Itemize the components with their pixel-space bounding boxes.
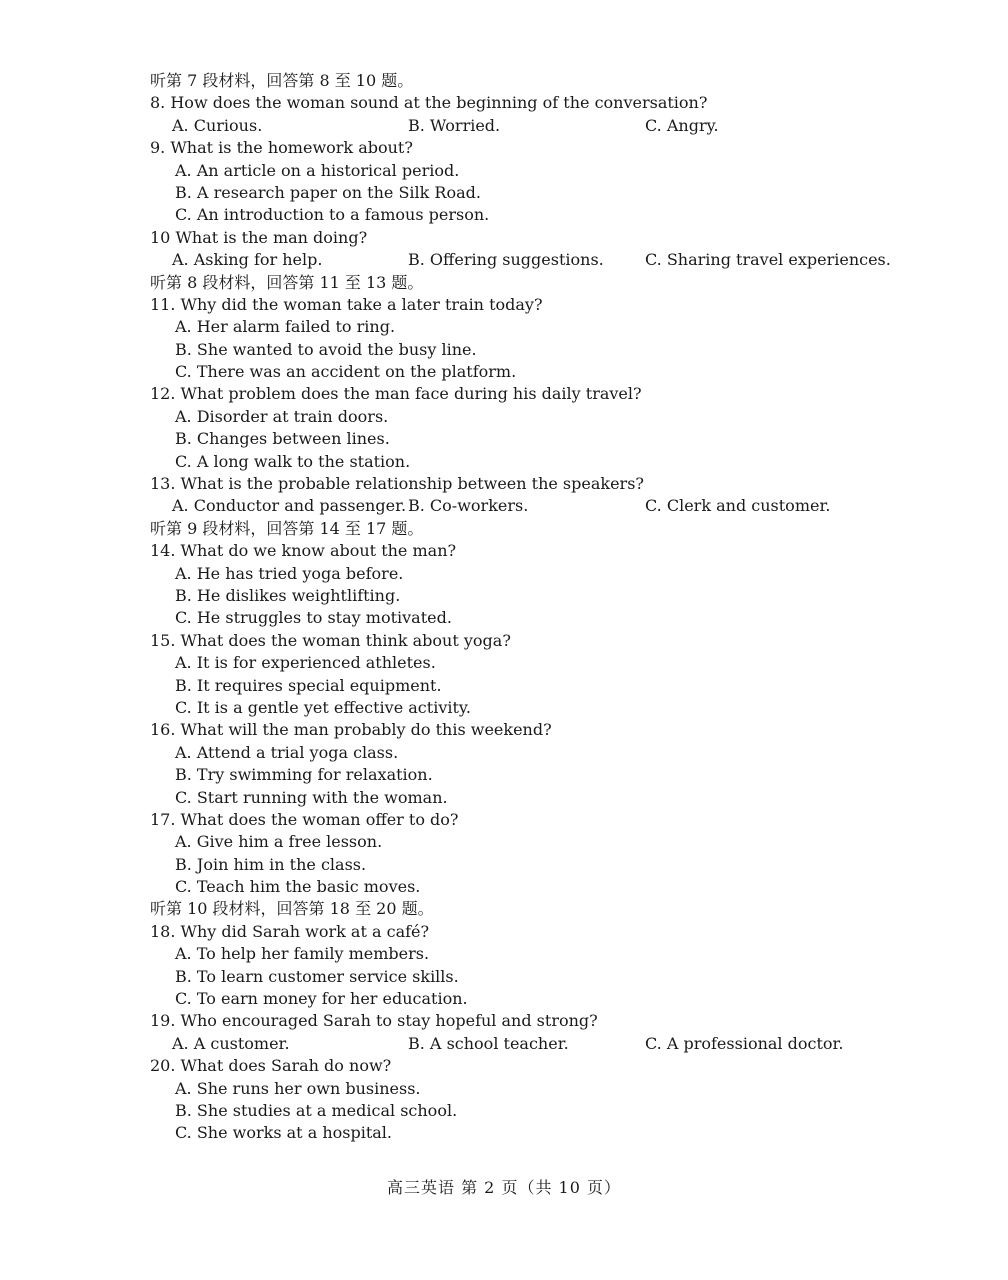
answer-option: C. It is a gentle yet effective activity. bbox=[175, 697, 471, 717]
question-stem: 10 What is the man doing? bbox=[150, 227, 368, 247]
section-header: 听第 8 段材料，回答第 11 至 13 题。 bbox=[150, 272, 424, 292]
answer-option: B. Co-workers. bbox=[408, 496, 529, 516]
answer-option: C. A professional doctor. bbox=[645, 1033, 844, 1053]
answer-option: C. He struggles to stay motivated. bbox=[175, 608, 452, 628]
question-stem: 20. What does Sarah do now? bbox=[150, 1056, 392, 1076]
answer-option: A. He has tried yoga before. bbox=[175, 563, 404, 583]
answer-option: B. Try swimming for relaxation. bbox=[175, 765, 433, 785]
answer-option: C. An introduction to a famous person. bbox=[175, 205, 490, 225]
question-stem: 16. What will the man probably do this weekend? bbox=[150, 720, 552, 740]
answer-option: B. A school teacher. bbox=[408, 1033, 569, 1053]
question-stem: 9. What is the homework about? bbox=[150, 138, 413, 158]
answer-option: B. Worried. bbox=[408, 115, 501, 135]
answer-option: A. Attend a trial yoga class. bbox=[175, 742, 399, 762]
answer-option: A. Curious. bbox=[172, 115, 263, 135]
question-stem: 18. Why did Sarah work at a café? bbox=[150, 921, 430, 941]
answer-option: A. It is for experienced athletes. bbox=[175, 653, 436, 673]
answer-option: C. Teach him the basic moves. bbox=[175, 877, 421, 897]
question-stem: 14. What do we know about the man? bbox=[150, 541, 457, 561]
section-header: 听第 7 段材料，回答第 8 至 10 题。 bbox=[150, 71, 414, 90]
section-header: 听第 10 段材料，回答第 18 至 20 题。 bbox=[150, 899, 434, 919]
answer-option: C. To earn money for her education. bbox=[175, 989, 468, 1009]
page-footer: 高三英语 第 2 页（共 10 页） bbox=[387, 1178, 621, 1197]
question-stem: 13. What is the probable relationship between the speakers? bbox=[150, 474, 644, 494]
answer-option: B. Offering suggestions. bbox=[408, 250, 604, 270]
option-row bbox=[150, 115, 910, 137]
answer-option: B. He dislikes weightlifting. bbox=[175, 585, 401, 605]
answer-option: B. It requires special equipment. bbox=[175, 675, 442, 695]
answer-option: C. Start running with the woman. bbox=[175, 787, 448, 807]
question-stem: 11. Why did the woman take a later train today? bbox=[150, 294, 543, 314]
answer-option: C. Sharing travel experiences. bbox=[645, 250, 891, 270]
question-stem: 8. How does the woman sound at the beginning of the conversation? bbox=[150, 93, 708, 113]
question-stem: 12. What problem does the man face during his daily travel? bbox=[150, 384, 642, 404]
answer-option: B. A research paper on the Silk Road. bbox=[175, 182, 481, 202]
answer-option: A. Conductor and passenger. bbox=[172, 496, 407, 516]
answer-option: B. To learn customer service skills. bbox=[175, 966, 459, 986]
answer-option: B. She wanted to avoid the busy line. bbox=[175, 339, 477, 359]
answer-option: A. To help her family members. bbox=[175, 944, 430, 964]
option-row bbox=[150, 249, 910, 271]
answer-option: B. Changes between lines. bbox=[175, 429, 390, 449]
answer-option: A. She runs her own business. bbox=[175, 1078, 421, 1098]
answer-option: A. Asking for help. bbox=[172, 250, 323, 270]
answer-option: B. Join him in the class. bbox=[175, 854, 367, 874]
answer-option: A. An article on a historical period. bbox=[175, 160, 460, 180]
section-header: 听第 9 段材料，回答第 14 至 17 题。 bbox=[150, 518, 424, 538]
listening-section bbox=[150, 70, 910, 1145]
answer-option: A. A customer. bbox=[172, 1033, 290, 1053]
question-stem: 19. Who encouraged Sarah to stay hopeful and strong? bbox=[150, 1011, 598, 1031]
answer-option: C. Clerk and customer. bbox=[645, 496, 831, 516]
answer-option: C. There was an accident on the platform. bbox=[175, 362, 517, 382]
answer-option: A. Disorder at train doors. bbox=[175, 406, 389, 426]
answer-option: A. Her alarm failed to ring. bbox=[175, 317, 396, 337]
answer-option: B. She studies at a medical school. bbox=[175, 1100, 458, 1120]
option-row bbox=[150, 495, 910, 517]
question-stem: 15. What does the woman think about yoga? bbox=[150, 630, 511, 650]
answer-option: C. Angry. bbox=[645, 115, 719, 135]
question-stem: 17. What does the woman offer to do? bbox=[150, 809, 459, 829]
answer-option: C. She works at a hospital. bbox=[175, 1123, 392, 1143]
answer-option: C. A long walk to the station. bbox=[175, 451, 411, 471]
answer-option: A. Give him a free lesson. bbox=[175, 832, 383, 852]
option-row bbox=[150, 1033, 910, 1055]
